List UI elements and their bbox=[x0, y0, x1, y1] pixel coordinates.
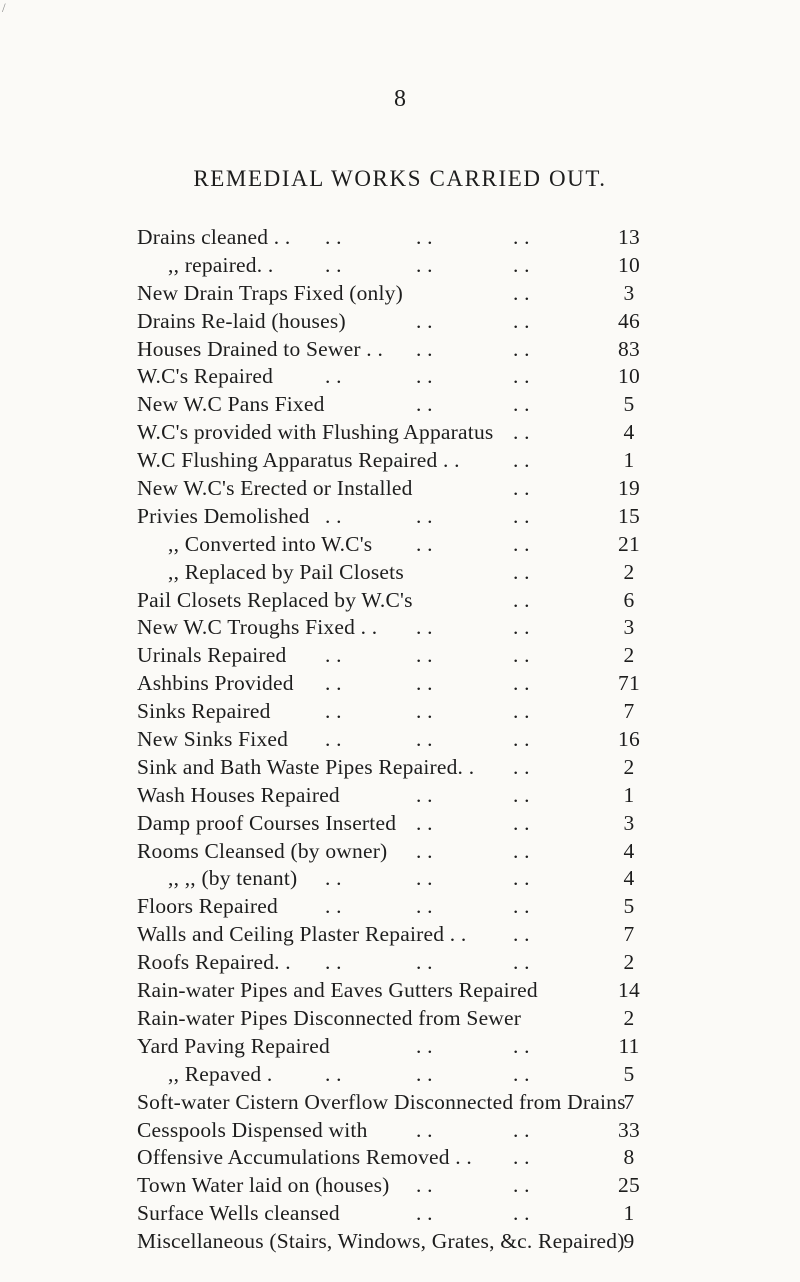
item-label: Pail Closets Replaced by W.C's bbox=[137, 587, 413, 612]
item-label: Wash Houses Repaired bbox=[137, 782, 340, 807]
item-label: Rain-water Pipes Disconnected from Sewer bbox=[137, 1005, 522, 1030]
item-count: 5 bbox=[623, 894, 635, 919]
item-label: Drains cleaned . . bbox=[137, 225, 291, 249]
item-count: 14 bbox=[618, 978, 640, 1003]
leader-dots: . . . . . . bbox=[325, 503, 530, 528]
list-item bbox=[0, 419, 800, 447]
item-count: 4 bbox=[623, 838, 635, 863]
item-count: 83 bbox=[618, 336, 640, 361]
item-count: 16 bbox=[618, 727, 640, 752]
item-label: Sinks Repaired bbox=[137, 699, 271, 724]
item-label: Rain-water Pipes and Eaves Gutters Repaired bbox=[137, 978, 538, 1003]
leader-dots: . . . . . . bbox=[325, 643, 530, 668]
list-item bbox=[0, 949, 800, 977]
list-item bbox=[0, 587, 800, 615]
leader-dots: . . . . bbox=[416, 1201, 530, 1226]
item-label: W.C's Repaired bbox=[137, 364, 274, 389]
list-item bbox=[0, 977, 800, 1005]
item-label: Miscellaneous (Stairs, Windows, Grates, &c. Repaired) bbox=[137, 1229, 625, 1254]
list-item bbox=[0, 1172, 800, 1200]
page-number: 8 bbox=[394, 86, 406, 112]
item-count: 71 bbox=[618, 671, 640, 696]
item-label: Cesspools Dispensed with bbox=[137, 1117, 368, 1142]
item-count: 19 bbox=[618, 476, 640, 501]
leader-dots: . . . . bbox=[416, 308, 530, 333]
leader-dots: . . bbox=[513, 587, 530, 612]
item-count: 2 bbox=[623, 559, 635, 584]
item-label: ,, Replaced by Pail Closets bbox=[168, 559, 404, 584]
item-count: 6 bbox=[623, 587, 635, 612]
list-item bbox=[0, 503, 800, 531]
item-label: Town Water laid on (houses) bbox=[137, 1173, 390, 1198]
list-item bbox=[0, 782, 800, 810]
leader-dots bbox=[0, 1228, 800, 1256]
item-label: Sink and Bath Waste Pipes Repaired. . bbox=[137, 754, 475, 779]
item-label: Drains Re-laid (houses) bbox=[137, 308, 346, 333]
item-count: 1 bbox=[623, 448, 635, 473]
item-count: 9 bbox=[623, 1229, 635, 1254]
leader-dots: . . . . . . bbox=[325, 1061, 530, 1086]
leader-dots: . . bbox=[513, 448, 530, 473]
list-item bbox=[0, 921, 800, 949]
list-item bbox=[0, 280, 800, 308]
list-item bbox=[0, 363, 800, 391]
item-count: 11 bbox=[618, 1033, 640, 1058]
list-item bbox=[0, 1228, 800, 1256]
leader-dots: . . . . . . bbox=[325, 364, 530, 389]
item-label: Soft-water Cistern Overflow Disconnected from Drains bbox=[137, 1089, 626, 1114]
list-item bbox=[0, 252, 800, 280]
item-count: 2 bbox=[623, 1005, 635, 1030]
leader-dots: . . bbox=[513, 420, 530, 445]
list-item bbox=[0, 475, 800, 503]
list-item bbox=[0, 614, 800, 642]
item-label: New Drain Traps Fixed (only) bbox=[137, 280, 403, 305]
item-count: 10 bbox=[618, 364, 640, 389]
item-label: Roofs Repaired. . bbox=[137, 950, 291, 975]
list-item bbox=[0, 559, 800, 587]
list-item bbox=[0, 670, 800, 698]
list-item bbox=[0, 308, 800, 336]
item-count: 3 bbox=[623, 810, 635, 835]
item-label: Offensive Accumulations Removed . . bbox=[137, 1145, 473, 1170]
leader-dots: . . bbox=[513, 559, 530, 584]
leader-dots: . . . . . . bbox=[325, 225, 530, 249]
leader-dots: . . . . . . bbox=[325, 950, 530, 975]
leader-dots: . . bbox=[513, 280, 530, 305]
list-item bbox=[0, 1144, 800, 1172]
margin-mark: / bbox=[2, 0, 6, 15]
item-label: Damp proof Courses Inserted bbox=[137, 810, 397, 835]
item-count: 8 bbox=[623, 1145, 635, 1170]
leader-dots: . . . . bbox=[416, 1173, 530, 1198]
leader-dots: . . . . . . bbox=[325, 699, 530, 724]
leader-dots: . . . . bbox=[416, 838, 530, 863]
item-label: ,, Repaved . bbox=[168, 1061, 273, 1086]
item-label: ,, ,, (by tenant) bbox=[168, 866, 298, 891]
leader-dots: . . . . . . bbox=[325, 671, 530, 696]
item-label: W.C's provided with Flushing Apparatus bbox=[137, 420, 494, 445]
list-item bbox=[0, 1089, 800, 1117]
list-item bbox=[0, 893, 800, 921]
item-label: W.C Flushing Apparatus Repaired . . bbox=[137, 448, 460, 473]
item-count: 1 bbox=[623, 1201, 635, 1226]
leader-dots: . . . . bbox=[416, 810, 530, 835]
leader-dots: . . bbox=[513, 1145, 530, 1170]
item-count: 1 bbox=[623, 782, 635, 807]
list-item bbox=[0, 336, 800, 364]
list-item bbox=[0, 1117, 800, 1145]
item-label: ,, repaired. . bbox=[168, 252, 274, 277]
item-label: ,, Converted into W.C's bbox=[168, 531, 373, 556]
leader-dots: . . bbox=[513, 922, 530, 947]
list-item bbox=[0, 726, 800, 754]
item-count: 5 bbox=[623, 392, 635, 417]
page-title: REMEDIAL WORKS CARRIED OUT. bbox=[193, 166, 607, 191]
leader-dots bbox=[0, 1089, 800, 1117]
item-label: Rooms Cleansed (by owner) bbox=[137, 838, 388, 863]
leader-dots: . . . . . . bbox=[325, 252, 530, 277]
list-item bbox=[0, 1005, 800, 1033]
item-count: 5 bbox=[623, 1061, 635, 1086]
list-item bbox=[0, 224, 800, 252]
leader-dots: . . . . bbox=[416, 531, 530, 556]
item-count: 10 bbox=[618, 252, 640, 277]
leader-dots: . . . . bbox=[416, 336, 530, 361]
item-count: 33 bbox=[618, 1117, 640, 1142]
item-label: Surface Wells cleansed bbox=[137, 1201, 340, 1226]
item-label: New W.C Pans Fixed bbox=[137, 392, 325, 417]
item-count: 21 bbox=[618, 531, 640, 556]
item-count: 46 bbox=[618, 308, 640, 333]
item-count: 7 bbox=[623, 922, 635, 947]
leader-dots: . . . . bbox=[416, 1117, 530, 1142]
item-count: 2 bbox=[623, 643, 635, 668]
list-item bbox=[0, 447, 800, 475]
list-item bbox=[0, 1033, 800, 1061]
list-item bbox=[0, 754, 800, 782]
list-item bbox=[0, 865, 800, 893]
item-label: New W.C's Erected or Installed bbox=[137, 476, 413, 501]
item-label: Yard Paving Repaired bbox=[137, 1033, 330, 1058]
list-item bbox=[0, 391, 800, 419]
item-count: 3 bbox=[623, 280, 635, 305]
item-label: Houses Drained to Sewer . . bbox=[137, 336, 384, 361]
list-item bbox=[0, 810, 800, 838]
leader-dots bbox=[0, 1005, 800, 1033]
item-label: Walls and Ceiling Plaster Repaired . . bbox=[137, 922, 467, 947]
list-item bbox=[0, 838, 800, 866]
leader-dots: . . . . . . bbox=[325, 866, 530, 891]
list-item bbox=[0, 1200, 800, 1228]
leader-dots: . . . . bbox=[416, 392, 530, 417]
list-item bbox=[0, 698, 800, 726]
leader-dots bbox=[0, 977, 800, 1005]
list-item bbox=[0, 531, 800, 559]
leader-dots: . . . . bbox=[416, 615, 530, 640]
list-item bbox=[0, 1061, 800, 1089]
item-count: 13 bbox=[618, 225, 640, 249]
leader-dots: . . bbox=[513, 476, 530, 501]
item-label: Privies Demolished bbox=[137, 503, 310, 528]
item-label: Ashbins Provided bbox=[137, 671, 294, 696]
leader-dots: . . . . bbox=[416, 782, 530, 807]
leader-dots: . . . . . . bbox=[325, 894, 530, 919]
item-count: 2 bbox=[623, 950, 635, 975]
leader-dots: . . . . . . bbox=[325, 727, 530, 752]
item-label: New Sinks Fixed bbox=[137, 727, 289, 752]
leader-dots: . . . . bbox=[416, 1033, 530, 1058]
item-count: 2 bbox=[623, 754, 635, 779]
item-count: 15 bbox=[618, 503, 640, 528]
list-item bbox=[0, 642, 800, 670]
item-count: 7 bbox=[623, 699, 635, 724]
item-label: Urinals Repaired bbox=[137, 643, 287, 668]
item-label: New W.C Troughs Fixed . . bbox=[137, 615, 378, 640]
item-count: 4 bbox=[623, 866, 635, 891]
remedial-works-list bbox=[0, 224, 800, 1256]
item-count: 4 bbox=[623, 420, 635, 445]
leader-dots: . . bbox=[513, 754, 530, 779]
item-count: 7 bbox=[623, 1089, 635, 1114]
item-count: 3 bbox=[623, 615, 635, 640]
item-label: Floors Repaired bbox=[137, 894, 278, 919]
item-count: 25 bbox=[618, 1173, 640, 1198]
